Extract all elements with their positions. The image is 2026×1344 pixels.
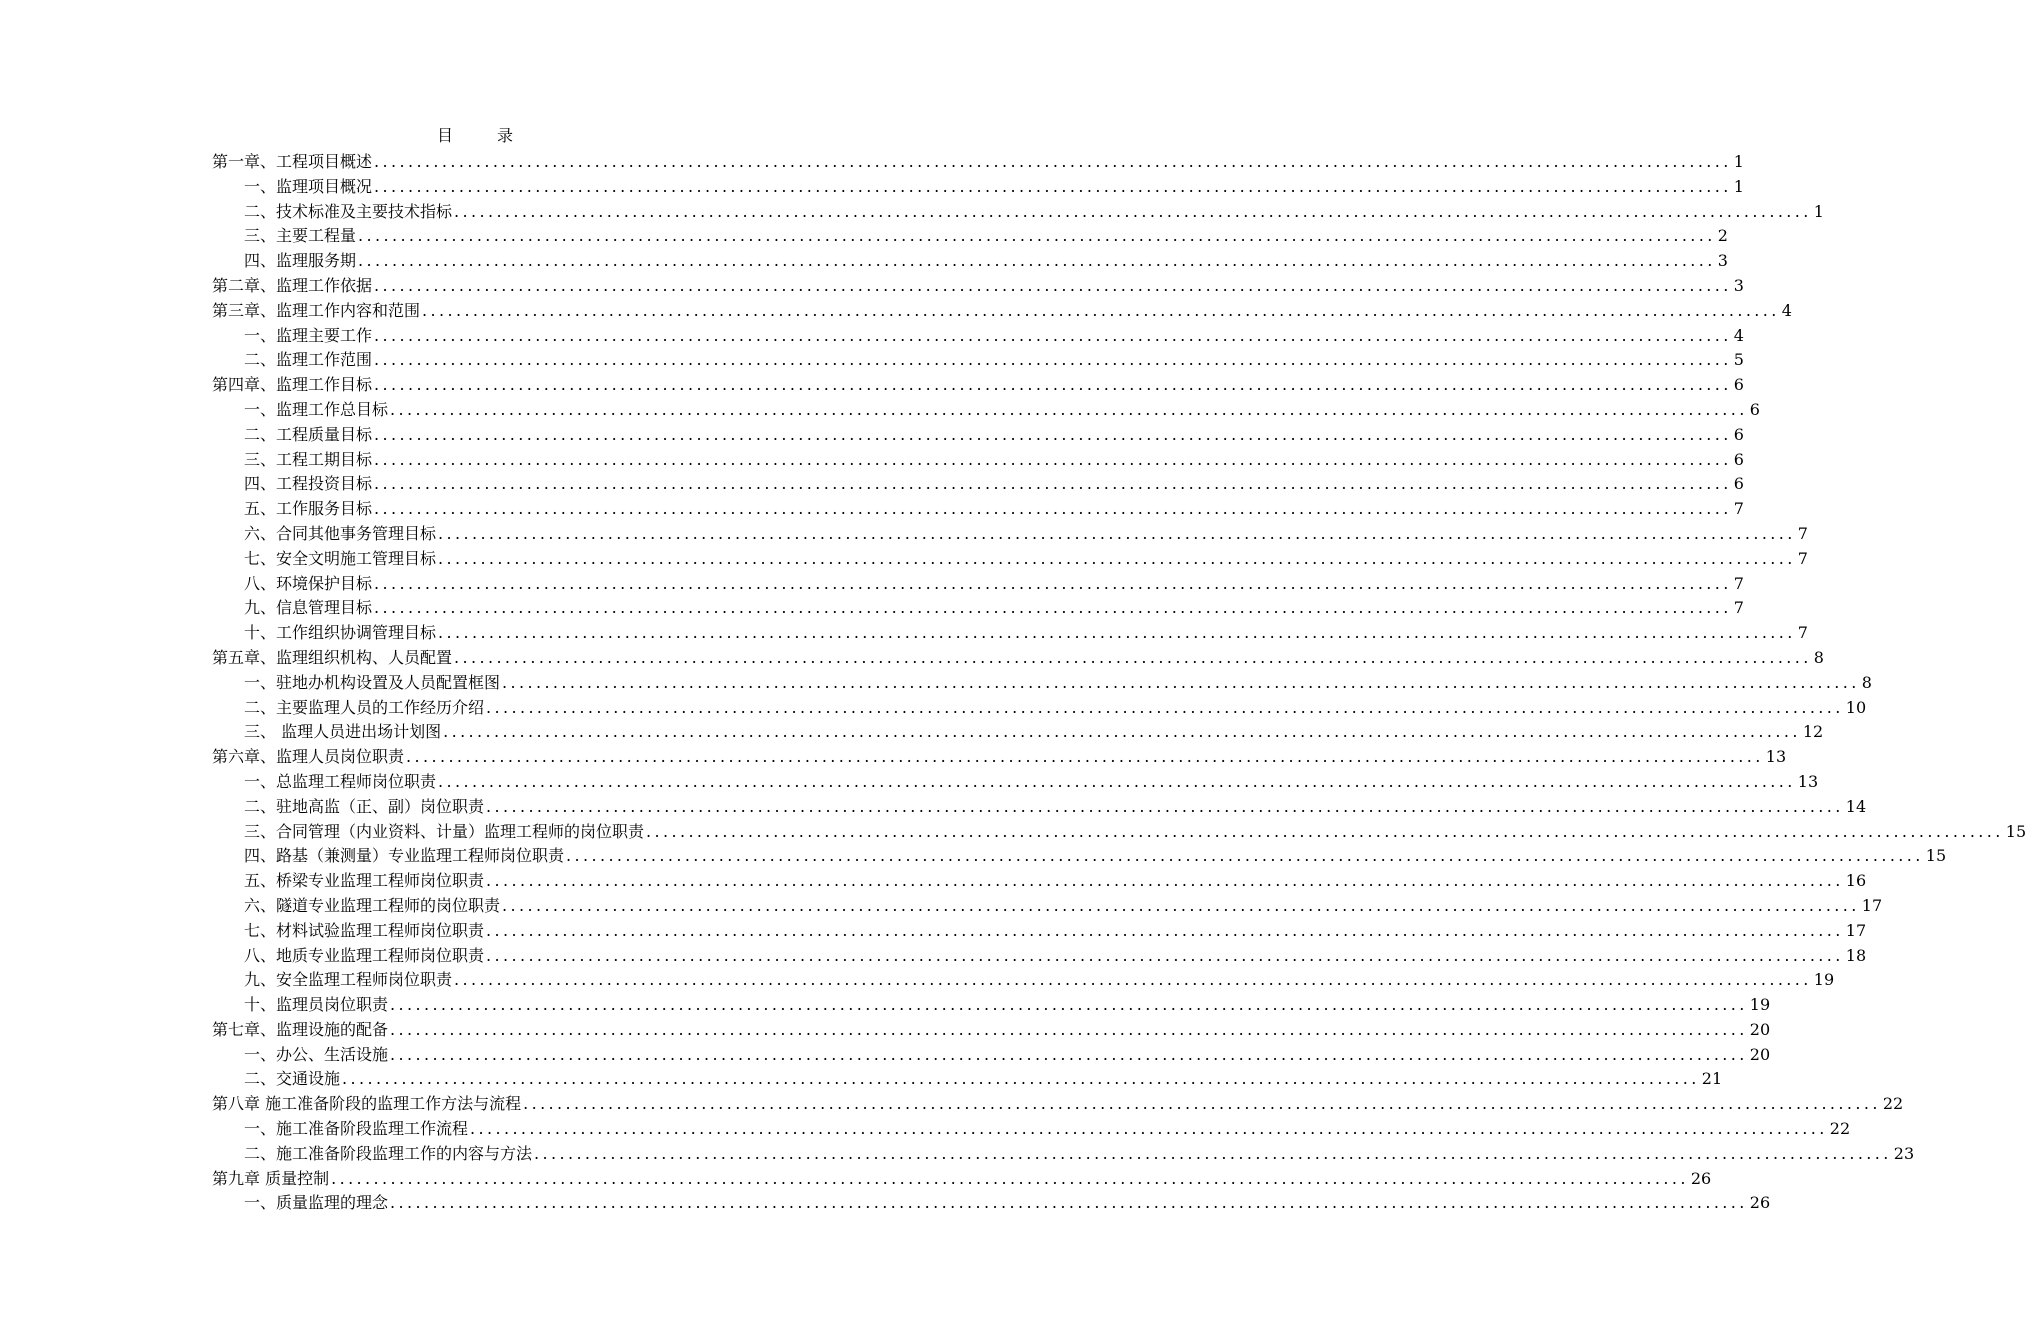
toc-page-number: 1 bbox=[1733, 152, 1744, 171]
toc-entry-text: 第二章、监理工作依据 bbox=[212, 275, 373, 295]
toc-entry-text: 十、监理员岗位职责 bbox=[244, 995, 389, 1015]
toc-page-number: 2 bbox=[1717, 226, 1728, 246]
toc-section-entry[interactable] bbox=[212, 696, 1867, 721]
toc-chapter-entry[interactable] bbox=[212, 150, 1744, 175]
toc-title: 目 录 bbox=[436, 126, 527, 145]
toc-page-number: 6 bbox=[1733, 449, 1744, 469]
toc-dot-leader: ................................................................................................................................................................ bbox=[374, 424, 1732, 444]
toc-entry-text: 第五章、监理组织机构、人员配置 bbox=[212, 647, 453, 667]
toc-chapter-entry[interactable] bbox=[212, 745, 1787, 770]
toc-section-entry[interactable] bbox=[212, 1117, 1851, 1142]
toc-section-entry[interactable] bbox=[212, 596, 1744, 621]
toc-section-entry[interactable] bbox=[212, 621, 1808, 646]
toc-dot-leader: ................................................................................................................................................................ bbox=[358, 226, 1716, 246]
toc-dot-leader: ................................................................................................................................................................ bbox=[534, 1143, 1892, 1163]
toc-page-number: 7 bbox=[1733, 598, 1744, 618]
toc-page-number: 14 bbox=[1845, 796, 1867, 816]
toc-dot-leader: ................................................................................................................................................................ bbox=[438, 623, 1796, 643]
toc-page-number: 22 bbox=[1829, 1119, 1851, 1139]
toc-page-number: 18 bbox=[1845, 945, 1867, 965]
toc-entry-text: 二、施工准备阶段监理工作的内容与方法 bbox=[244, 1143, 533, 1163]
toc-page-number: 26 bbox=[1749, 1193, 1771, 1213]
toc-dot-leader: ................................................................................................................................................................ bbox=[374, 499, 1732, 519]
toc-entry-text: 第八章 施工准备阶段的监理工作方法与流程 bbox=[212, 1094, 522, 1114]
toc-dot-leader: ................................................................................................................................................................ bbox=[331, 1168, 1689, 1188]
toc-page-number: 6 bbox=[1733, 474, 1744, 494]
toc-dot-leader: ................................................................................................................................................................ bbox=[374, 275, 1732, 295]
toc-entry-text: 八、环境保护目标 bbox=[244, 573, 373, 593]
toc-section-entry[interactable] bbox=[212, 398, 1760, 423]
toc-page-number: 22 bbox=[1882, 1094, 1904, 1114]
toc-section-entry[interactable] bbox=[212, 249, 1728, 274]
toc-chapter-entry[interactable] bbox=[212, 1167, 1712, 1192]
toc-dot-leader: ................................................................................................................................................................ bbox=[342, 1069, 1700, 1089]
toc-entry-text: 第七章、监理设施的配备 bbox=[212, 1019, 389, 1039]
toc-section-entry[interactable] bbox=[212, 497, 1744, 522]
toc-dot-leader: ................................................................................................................................................................ bbox=[486, 871, 1844, 891]
toc-chapter-entry[interactable] bbox=[212, 299, 1792, 324]
toc-page-number: 4 bbox=[1781, 300, 1792, 320]
toc-page-number: 1 bbox=[1813, 201, 1824, 221]
toc-page-number: 4 bbox=[1733, 325, 1744, 345]
toc-section-entry[interactable] bbox=[212, 844, 1947, 869]
toc-entry-text: 一、总监理工程师岗位职责 bbox=[244, 771, 437, 791]
toc-dot-leader: ................................................................................................................................................................ bbox=[390, 1019, 1748, 1039]
toc-chapter-entry[interactable] bbox=[212, 1018, 1771, 1043]
toc-section-entry[interactable] bbox=[212, 572, 1744, 597]
toc-dot-leader: ................................................................................................................................................................ bbox=[422, 300, 1780, 320]
toc-dot-leader: ................................................................................................................................................................ bbox=[470, 1119, 1828, 1139]
toc-entry-text: 七、材料试验监理工程师岗位职责 bbox=[244, 920, 485, 940]
toc-dot-leader: ................................................................................................................................................................ bbox=[390, 1193, 1748, 1213]
toc-page-number: 5 bbox=[1733, 350, 1744, 370]
toc-dot-leader: ................................................................................................................................................................ bbox=[358, 251, 1716, 271]
toc-dot-leader: ................................................................................................................................................................ bbox=[443, 722, 1801, 742]
toc-entry-text: 二、工程质量目标 bbox=[244, 424, 373, 444]
toc-chapter-entry[interactable] bbox=[212, 373, 1744, 398]
toc-page-number: 3 bbox=[1717, 251, 1728, 271]
toc-entry-text: 一、办公、生活设施 bbox=[244, 1044, 389, 1064]
toc-dot-leader: ................................................................................................................................................................ bbox=[486, 796, 1844, 816]
toc-section-entry[interactable] bbox=[212, 1142, 1915, 1167]
toc-entry-text: 四、工程投资目标 bbox=[244, 474, 373, 494]
toc-entry-text: 三、工程工期目标 bbox=[244, 449, 373, 469]
toc-dot-leader: ................................................................................................................................................................ bbox=[390, 399, 1748, 419]
toc-page-number: 15 bbox=[1925, 846, 1947, 866]
toc-section-entry[interactable] bbox=[212, 795, 1867, 820]
toc-section-entry[interactable] bbox=[212, 1067, 1723, 1092]
toc-page-number: 6 bbox=[1733, 375, 1744, 395]
toc-entry-text: 第三章、监理工作内容和范围 bbox=[212, 300, 421, 320]
toc-entry-text: 六、隧道专业监理工程师的岗位职责 bbox=[244, 895, 501, 915]
toc-section-entry[interactable] bbox=[212, 423, 1744, 448]
toc-dot-leader: ................................................................................................................................................................ bbox=[438, 548, 1796, 568]
toc-chapter-entry[interactable] bbox=[212, 646, 1824, 671]
toc-section-entry[interactable] bbox=[212, 448, 1744, 473]
toc-entry-text: 二、交通设施 bbox=[244, 1069, 341, 1089]
toc-entry-text: 第六章、监理人员岗位职责 bbox=[212, 747, 405, 767]
toc-dot-leader: ................................................................................................................................................................ bbox=[646, 821, 2004, 841]
toc-section-entry[interactable] bbox=[212, 348, 1744, 373]
toc-section-entry[interactable] bbox=[212, 770, 1819, 795]
toc-section-entry[interactable] bbox=[212, 547, 1808, 572]
toc-entry-text: 一、监理主要工作 bbox=[244, 325, 373, 345]
toc-entry-text: 第一章、工程项目概述 bbox=[212, 152, 373, 171]
toc-entry-text: 八、地质专业监理工程师岗位职责 bbox=[244, 945, 485, 965]
toc-entry-text: 一、监理工作总目标 bbox=[244, 399, 389, 419]
toc-page-number: 20 bbox=[1749, 1044, 1771, 1064]
toc-section-entry[interactable] bbox=[212, 224, 1728, 249]
toc-section-entry[interactable] bbox=[212, 1043, 1771, 1068]
toc-entry-text: 六、合同其他事务管理目标 bbox=[244, 523, 437, 543]
toc-page-number: 7 bbox=[1797, 548, 1808, 568]
toc-entry-text: 三、合同管理（内业资料、计量）监理工程师的岗位职责 bbox=[244, 821, 645, 841]
toc-page-number: 7 bbox=[1733, 573, 1744, 593]
toc-dot-leader: ................................................................................................................................................................ bbox=[438, 771, 1796, 791]
toc-section-entry[interactable] bbox=[212, 993, 1771, 1018]
toc-dot-leader: ................................................................................................................................................................ bbox=[374, 375, 1732, 395]
toc-dot-leader: ................................................................................................................................................................ bbox=[438, 523, 1796, 543]
toc-page-number: 12 bbox=[1802, 722, 1824, 742]
toc-entry-text: 五、工作服务目标 bbox=[244, 499, 373, 519]
toc-dot-leader: ................................................................................................................................................................ bbox=[390, 995, 1748, 1015]
toc-page-number: 23 bbox=[1893, 1143, 1915, 1163]
toc-section-entry[interactable] bbox=[212, 894, 1883, 919]
toc-entry-text: 五、桥梁专业监理工程师岗位职责 bbox=[244, 871, 485, 891]
toc-section-entry[interactable] bbox=[212, 522, 1808, 547]
toc-dot-leader: ................................................................................................................................................................ bbox=[374, 325, 1732, 345]
table-of-contents bbox=[212, 150, 2026, 1216]
toc-dot-leader: ................................................................................................................................................................ bbox=[374, 474, 1732, 494]
toc-page-number: 7 bbox=[1797, 523, 1808, 543]
toc-dot-leader: ................................................................................................................................................................ bbox=[390, 1044, 1748, 1064]
toc-section-entry[interactable] bbox=[212, 671, 1872, 696]
toc-page-number: 13 bbox=[1765, 747, 1787, 767]
toc-section-entry[interactable] bbox=[212, 968, 1835, 993]
toc-page-number: 6 bbox=[1749, 399, 1760, 419]
toc-entry-text: 九、安全监理工程师岗位职责 bbox=[244, 970, 453, 990]
toc-dot-leader: ................................................................................................................................................................ bbox=[502, 672, 1860, 692]
toc-entry-text: 九、信息管理目标 bbox=[244, 598, 373, 618]
toc-dot-leader: ................................................................................................................................................................ bbox=[374, 350, 1732, 370]
toc-page-number: 7 bbox=[1733, 499, 1744, 519]
toc-chapter-entry[interactable] bbox=[212, 274, 1744, 299]
toc-section-entry[interactable] bbox=[212, 324, 1744, 349]
toc-section-entry[interactable] bbox=[212, 944, 1867, 969]
toc-page-number: 17 bbox=[1845, 920, 1867, 940]
toc-page-number: 26 bbox=[1690, 1168, 1712, 1188]
toc-dot-leader: ................................................................................................................................................................ bbox=[374, 152, 1732, 171]
toc-entry-text: 一、质量监理的理念 bbox=[244, 1193, 389, 1213]
toc-entry-text: 第九章 质量控制 bbox=[212, 1168, 330, 1188]
toc-dot-leader: ................................................................................................................................................................ bbox=[374, 176, 1732, 196]
toc-dot-leader: ................................................................................................................................................................ bbox=[374, 449, 1732, 469]
toc-page-number: 20 bbox=[1749, 1019, 1771, 1039]
toc-entry-text: 一、监理项目概况 bbox=[244, 176, 373, 196]
toc-dot-leader: ................................................................................................................................................................ bbox=[486, 697, 1844, 717]
toc-dot-leader: ................................................................................................................................................................ bbox=[566, 846, 1924, 866]
toc-entry-text: 四、监理服务期 bbox=[244, 251, 357, 271]
toc-entry-text: 二、技术标准及主要技术指标 bbox=[244, 201, 453, 221]
toc-entry-text: 三、 监理人员进出场计划图 bbox=[244, 722, 442, 742]
toc-section-entry[interactable] bbox=[212, 175, 1744, 200]
toc-page-number: 3 bbox=[1733, 275, 1744, 295]
toc-page-number: 7 bbox=[1797, 623, 1808, 643]
toc-page-number: 17 bbox=[1861, 895, 1883, 915]
toc-section-entry[interactable] bbox=[212, 820, 2026, 845]
toc-dot-leader: ................................................................................................................................................................ bbox=[486, 945, 1844, 965]
toc-section-entry[interactable] bbox=[212, 720, 1824, 745]
toc-entry-text: 七、安全文明施工管理目标 bbox=[244, 548, 437, 568]
toc-page-number: 10 bbox=[1845, 697, 1867, 717]
toc-entry-text: 二、主要监理人员的工作经历介绍 bbox=[244, 697, 485, 717]
toc-page-number: 21 bbox=[1701, 1069, 1723, 1089]
toc-page-number: 8 bbox=[1813, 647, 1824, 667]
toc-entry-text: 十、工作组织协调管理目标 bbox=[244, 623, 437, 643]
toc-dot-leader: ................................................................................................................................................................ bbox=[454, 201, 1812, 221]
toc-page-number: 13 bbox=[1797, 771, 1819, 791]
toc-dot-leader: ................................................................................................................................................................ bbox=[454, 647, 1812, 667]
toc-dot-leader: ................................................................................................................................................................ bbox=[406, 747, 1764, 767]
toc-page-number: 19 bbox=[1813, 970, 1835, 990]
toc-page-number: 1 bbox=[1733, 176, 1744, 196]
toc-dot-leader: ................................................................................................................................................................ bbox=[374, 573, 1732, 593]
toc-page-number: 15 bbox=[2005, 821, 2026, 841]
toc-dot-leader: ................................................................................................................................................................ bbox=[454, 970, 1812, 990]
toc-dot-leader: ................................................................................................................................................................ bbox=[523, 1094, 1881, 1114]
toc-entry-text: 第四章、监理工作目标 bbox=[212, 375, 373, 395]
toc-dot-leader: ................................................................................................................................................................ bbox=[502, 895, 1860, 915]
toc-entry-text: 一、驻地办机构设置及人员配置框图 bbox=[244, 672, 501, 692]
toc-section-entry[interactable] bbox=[212, 200, 1824, 225]
toc-page-number: 6 bbox=[1733, 424, 1744, 444]
toc-page-number: 19 bbox=[1749, 995, 1771, 1015]
toc-entry-text: 四、路基（兼测量）专业监理工程师岗位职责 bbox=[244, 846, 565, 866]
toc-dot-leader: ................................................................................................................................................................ bbox=[374, 598, 1732, 618]
toc-entry-text: 三、主要工程量 bbox=[244, 226, 357, 246]
toc-dot-leader: ................................................................................................................................................................ bbox=[486, 920, 1844, 940]
toc-entry-text: 一、施工准备阶段监理工作流程 bbox=[244, 1119, 469, 1139]
toc-section-entry[interactable] bbox=[212, 869, 1867, 894]
toc-section-entry[interactable] bbox=[212, 472, 1744, 497]
toc-chapter-entry[interactable] bbox=[212, 1092, 1904, 1117]
toc-entry-text: 二、监理工作范围 bbox=[244, 350, 373, 370]
toc-section-entry[interactable] bbox=[212, 919, 1867, 944]
toc-page-number: 8 bbox=[1861, 672, 1872, 692]
toc-section-entry[interactable] bbox=[212, 1191, 1771, 1216]
toc-page-number: 16 bbox=[1845, 871, 1867, 891]
toc-entry-text: 二、驻地高监（正、副）岗位职责 bbox=[244, 796, 485, 816]
